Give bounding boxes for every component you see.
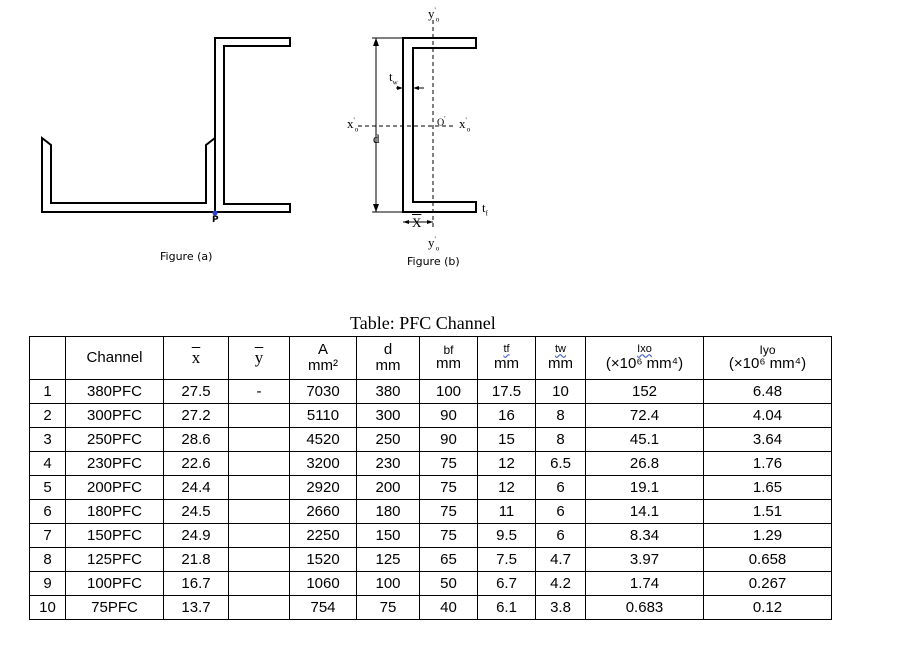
cell-iyo: 6.48	[704, 380, 832, 404]
cell-depth: 200	[357, 476, 420, 500]
cell-iyo: 0.12	[704, 596, 832, 620]
cell-xbar: 22.6	[164, 452, 229, 476]
header-flange-thickness: tf mm	[478, 337, 536, 380]
cell-depth: 250	[357, 428, 420, 452]
cell-iyo: 1.29	[704, 524, 832, 548]
cell-iyo: 1.76	[704, 452, 832, 476]
cell-flange-width: 90	[420, 428, 478, 452]
cell-iyo: 0.267	[704, 572, 832, 596]
cell-ybar: -	[229, 380, 290, 404]
cell-area: 4520	[290, 428, 357, 452]
depth-label: d	[373, 131, 380, 146]
figure-b-caption: Figure (b)	[407, 255, 460, 268]
cell-ixo: 1.74	[586, 572, 704, 596]
x-axis-right-label: $x'_o$	[459, 116, 471, 134]
xbar-label: $\overline{X}$	[412, 215, 422, 230]
cell-depth: 300	[357, 404, 420, 428]
cell-xbar: 24.4	[164, 476, 229, 500]
cell-web-thickness: 4.7	[536, 548, 586, 572]
cell-ybar	[229, 404, 290, 428]
y-axis-bottom-label: $y'_o$	[428, 235, 440, 253]
figure-b-drawing	[0, 0, 905, 260]
cell-flange-width: 75	[420, 524, 478, 548]
header-area: A mm²	[290, 337, 357, 380]
cell-flange-width: 50	[420, 572, 478, 596]
cell-ybar	[229, 500, 290, 524]
cell-web-thickness: 6.5	[536, 452, 586, 476]
cell-iyo: 3.64	[704, 428, 832, 452]
cell-xbar: 27.5	[164, 380, 229, 404]
cell-xbar: 16.7	[164, 572, 229, 596]
cell-depth: 125	[357, 548, 420, 572]
cell-depth: 380	[357, 380, 420, 404]
cell-web-thickness: 6	[536, 500, 586, 524]
point-p-label: P	[212, 215, 219, 225]
table-row	[30, 572, 832, 596]
cell-area: 7030	[290, 380, 357, 404]
cell-iyo: 1.65	[704, 476, 832, 500]
cell-web-thickness: 8	[536, 404, 586, 428]
x-axis-left-label: $x'_o$	[347, 116, 359, 134]
cell-flange-width: 75	[420, 476, 478, 500]
y-axis-top-label: $y'_o$	[428, 6, 440, 24]
header-ixo: Ixo (×10⁶ mm⁴)	[586, 337, 704, 380]
cell-flange-thickness: 9.5	[478, 524, 536, 548]
header-depth: d mm	[357, 337, 420, 380]
cell-channel: 125PFC	[66, 548, 164, 572]
cell-flange-width: 75	[420, 452, 478, 476]
cell-flange-width: 65	[420, 548, 478, 572]
cell-area: 2920	[290, 476, 357, 500]
cell-channel: 380PFC	[66, 380, 164, 404]
cell-iyo: 1.51	[704, 500, 832, 524]
cell-ixo: 152	[586, 380, 704, 404]
cell-row-index: 6	[30, 500, 66, 524]
cell-flange-thickness: 12	[478, 452, 536, 476]
cell-area: 754	[290, 596, 357, 620]
header-channel: Channel	[66, 337, 164, 380]
cell-web-thickness: 6	[536, 524, 586, 548]
cell-xbar: 24.5	[164, 500, 229, 524]
cell-web-thickness: 6	[536, 476, 586, 500]
cell-ixo: 3.97	[586, 548, 704, 572]
flange-thickness-label: $t_f$	[482, 200, 488, 218]
cell-xbar: 24.9	[164, 524, 229, 548]
figure-a-caption: Figure (a)	[160, 250, 213, 263]
cell-flange-thickness: 7.5	[478, 548, 536, 572]
cell-ybar	[229, 476, 290, 500]
table-row	[30, 380, 832, 404]
cell-row-index: 4	[30, 452, 66, 476]
table-row	[30, 404, 832, 428]
cell-ixo: 26.8	[586, 452, 704, 476]
table-header-row	[30, 337, 832, 380]
cell-channel: 150PFC	[66, 524, 164, 548]
cell-xbar: 21.8	[164, 548, 229, 572]
cell-flange-width: 100	[420, 380, 478, 404]
table-row	[30, 452, 832, 476]
cell-flange-thickness: 15	[478, 428, 536, 452]
header-index	[30, 337, 66, 380]
cell-flange-width: 40	[420, 596, 478, 620]
cell-ybar	[229, 548, 290, 572]
cell-row-index: 2	[30, 404, 66, 428]
cell-ixo: 8.34	[586, 524, 704, 548]
header-web-thickness: tw mm	[536, 337, 586, 380]
cell-depth: 100	[357, 572, 420, 596]
cell-flange-thickness: 6.7	[478, 572, 536, 596]
cell-ybar	[229, 428, 290, 452]
cell-ybar	[229, 572, 290, 596]
cell-area: 2660	[290, 500, 357, 524]
web-thickness-label: $t_w$	[389, 69, 398, 87]
cell-ixo: 45.1	[586, 428, 704, 452]
cell-web-thickness: 3.8	[536, 596, 586, 620]
table-row	[30, 500, 832, 524]
cell-flange-thickness: 17.5	[478, 380, 536, 404]
cell-channel: 300PFC	[66, 404, 164, 428]
cell-ixo: 72.4	[586, 404, 704, 428]
cell-xbar: 27.2	[164, 404, 229, 428]
cell-iyo: 4.04	[704, 404, 832, 428]
cell-flange-thickness: 6.1	[478, 596, 536, 620]
cell-ixo: 19.1	[586, 476, 704, 500]
cell-depth: 230	[357, 452, 420, 476]
table-row	[30, 596, 832, 620]
cell-flange-width: 90	[420, 404, 478, 428]
header-ybar: $\overline{y}$	[229, 337, 290, 380]
cell-ybar	[229, 452, 290, 476]
cell-ybar	[229, 524, 290, 548]
cell-area: 5110	[290, 404, 357, 428]
cell-ixo: 0.683	[586, 596, 704, 620]
cell-web-thickness: 10	[536, 380, 586, 404]
header-xbar: $\overline{x}$	[164, 337, 229, 380]
cell-area: 1520	[290, 548, 357, 572]
cell-channel: 250PFC	[66, 428, 164, 452]
cell-row-index: 1	[30, 380, 66, 404]
cell-flange-width: 75	[420, 500, 478, 524]
table-body	[30, 380, 832, 620]
header-flange-width: bf mm	[420, 337, 478, 380]
cell-ybar	[229, 596, 290, 620]
cell-channel: 100PFC	[66, 572, 164, 596]
table-row	[30, 428, 832, 452]
table-row	[30, 548, 832, 572]
cell-row-index: 7	[30, 524, 66, 548]
cell-iyo: 0.658	[704, 548, 832, 572]
cell-row-index: 9	[30, 572, 66, 596]
cell-ixo: 14.1	[586, 500, 704, 524]
cell-channel: 75PFC	[66, 596, 164, 620]
centroid-label: O'	[437, 115, 446, 129]
table-row	[30, 524, 832, 548]
cell-channel: 230PFC	[66, 452, 164, 476]
cell-web-thickness: 8	[536, 428, 586, 452]
header-iyo: Iyo (×10⁶ mm⁴)	[704, 337, 832, 380]
cell-flange-thickness: 12	[478, 476, 536, 500]
cell-flange-thickness: 11	[478, 500, 536, 524]
cell-area: 2250	[290, 524, 357, 548]
cell-depth: 180	[357, 500, 420, 524]
cell-row-index: 10	[30, 596, 66, 620]
cell-row-index: 5	[30, 476, 66, 500]
cell-xbar: 28.6	[164, 428, 229, 452]
pfc-channel-table	[29, 336, 832, 620]
cell-flange-thickness: 16	[478, 404, 536, 428]
cell-depth: 150	[357, 524, 420, 548]
cell-channel: 200PFC	[66, 476, 164, 500]
table-title: Table: PFC Channel	[350, 313, 496, 333]
cell-web-thickness: 4.2	[536, 572, 586, 596]
cell-area: 3200	[290, 452, 357, 476]
cell-channel: 180PFC	[66, 500, 164, 524]
cell-xbar: 13.7	[164, 596, 229, 620]
cell-depth: 75	[357, 596, 420, 620]
cell-area: 1060	[290, 572, 357, 596]
table-row	[30, 476, 832, 500]
cell-row-index: 3	[30, 428, 66, 452]
cell-row-index: 8	[30, 548, 66, 572]
